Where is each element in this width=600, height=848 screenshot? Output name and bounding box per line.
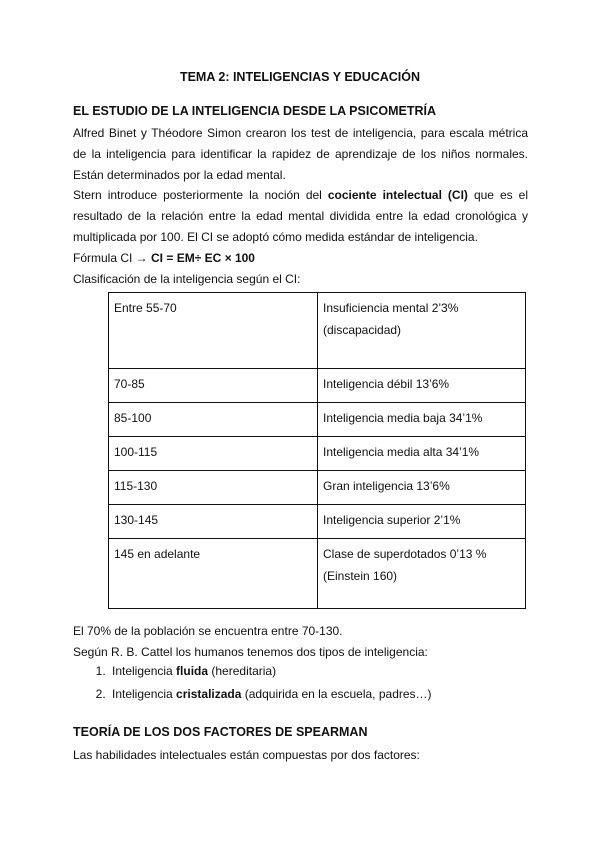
page-title: TEMA 2: INTELIGENCIAS Y EDUCACIÓN <box>179 70 421 84</box>
type-suffix: (hereditaria) <box>208 664 277 678</box>
table-row <box>109 505 526 539</box>
section-heading-psicometria: EL ESTUDIO DE LA INTELIGENCIA DESDE LA PSICOMETRÍA <box>73 104 436 118</box>
ci-range-cell: 130-145 <box>109 505 318 539</box>
ci-range-cell: 85-100 <box>109 403 318 437</box>
ci-note: (discapacidad) <box>323 323 402 337</box>
ci-formula <box>73 248 255 269</box>
population-and-cattel <box>73 621 428 663</box>
table-row <box>109 293 526 369</box>
ci-label-cell: Inteligencia débil 13’6% <box>318 369 526 403</box>
ci-range-cell: 115-130 <box>109 471 318 505</box>
ci-label-cell: Gran inteligencia 13’6% <box>318 471 526 505</box>
formula-expression: CI = EM÷ EC × 100 <box>151 251 255 265</box>
classification-intro: Clasificación de la inteligencia según el CI: <box>73 272 301 286</box>
paragraph-stern-text-start: Stern introduce posteriormente la noción del <box>73 188 328 202</box>
list-item <box>109 683 432 706</box>
cociente-intelectual-term: cociente intelectual (CI) <box>327 188 468 202</box>
ci-range-cell: 100-115 <box>109 437 318 471</box>
table-row <box>109 403 526 437</box>
intelligence-types-list <box>73 660 432 706</box>
ci-label-cell <box>318 539 526 609</box>
ci-label-cell <box>318 293 526 369</box>
section-heading-spearman: TEORÍA DE LOS DOS FACTORES DE SPEARMAN <box>73 725 368 739</box>
table-row <box>109 369 526 403</box>
ci-label: Insuficiencia mental 2’3% <box>323 301 459 315</box>
list-item <box>109 660 432 683</box>
type-prefix: Inteligencia <box>112 687 177 701</box>
ci-range-cell: 70-85 <box>109 369 318 403</box>
type-suffix: (adquirida en la escuela, padres…) <box>241 687 432 701</box>
paragraph-stern-text-end: que es el resultado de la relación entre la edad mental dividida entre la edad cronológica y multiplicada por 100. El CI se adoptó cómo medida estándar de inteligencia. <box>73 188 529 244</box>
ci-label-cell: Inteligencia superior 2’1% <box>318 505 526 539</box>
ci-note: (Einstein 160) <box>323 569 398 583</box>
table-row <box>109 437 526 471</box>
table-row <box>109 539 526 609</box>
ci-classification-table <box>108 292 526 609</box>
ci-range-cell: Entre 55-70 <box>109 293 318 369</box>
ci-range-cell: 145 en adelante <box>109 539 318 609</box>
type-name: fluida <box>176 664 209 678</box>
ci-label-cell: Inteligencia media baja 34’1% <box>318 403 526 437</box>
spearman-intro: Las habilidades intelectuales están compuestas por dos factores: <box>73 748 420 762</box>
ci-label-cell: Inteligencia media alta 34’1% <box>318 437 526 471</box>
ci-label: Clase de superdotados 0’13 % <box>323 547 487 561</box>
type-prefix: Inteligencia <box>112 664 177 678</box>
paragraph-stern <box>73 185 528 248</box>
paragraph-binet-simon: Alfred Binet y Théodore Simon crearon los test de inteligencia, para escala métrica de la inteligencia para identificar la rapidez de aprendizaje de los niños normales. Están determinados por la edad mental. <box>73 126 528 182</box>
cattel-intro: Según R. B. Cattel los humanos tenemos dos tipos de inteligencia: <box>73 645 428 659</box>
formula-label: Fórmula CI → <box>73 251 152 265</box>
population-note: El 70% de la población se encuentra entre 70-130. <box>73 624 343 638</box>
table-row <box>109 471 526 505</box>
type-name: cristalizada <box>176 687 242 701</box>
